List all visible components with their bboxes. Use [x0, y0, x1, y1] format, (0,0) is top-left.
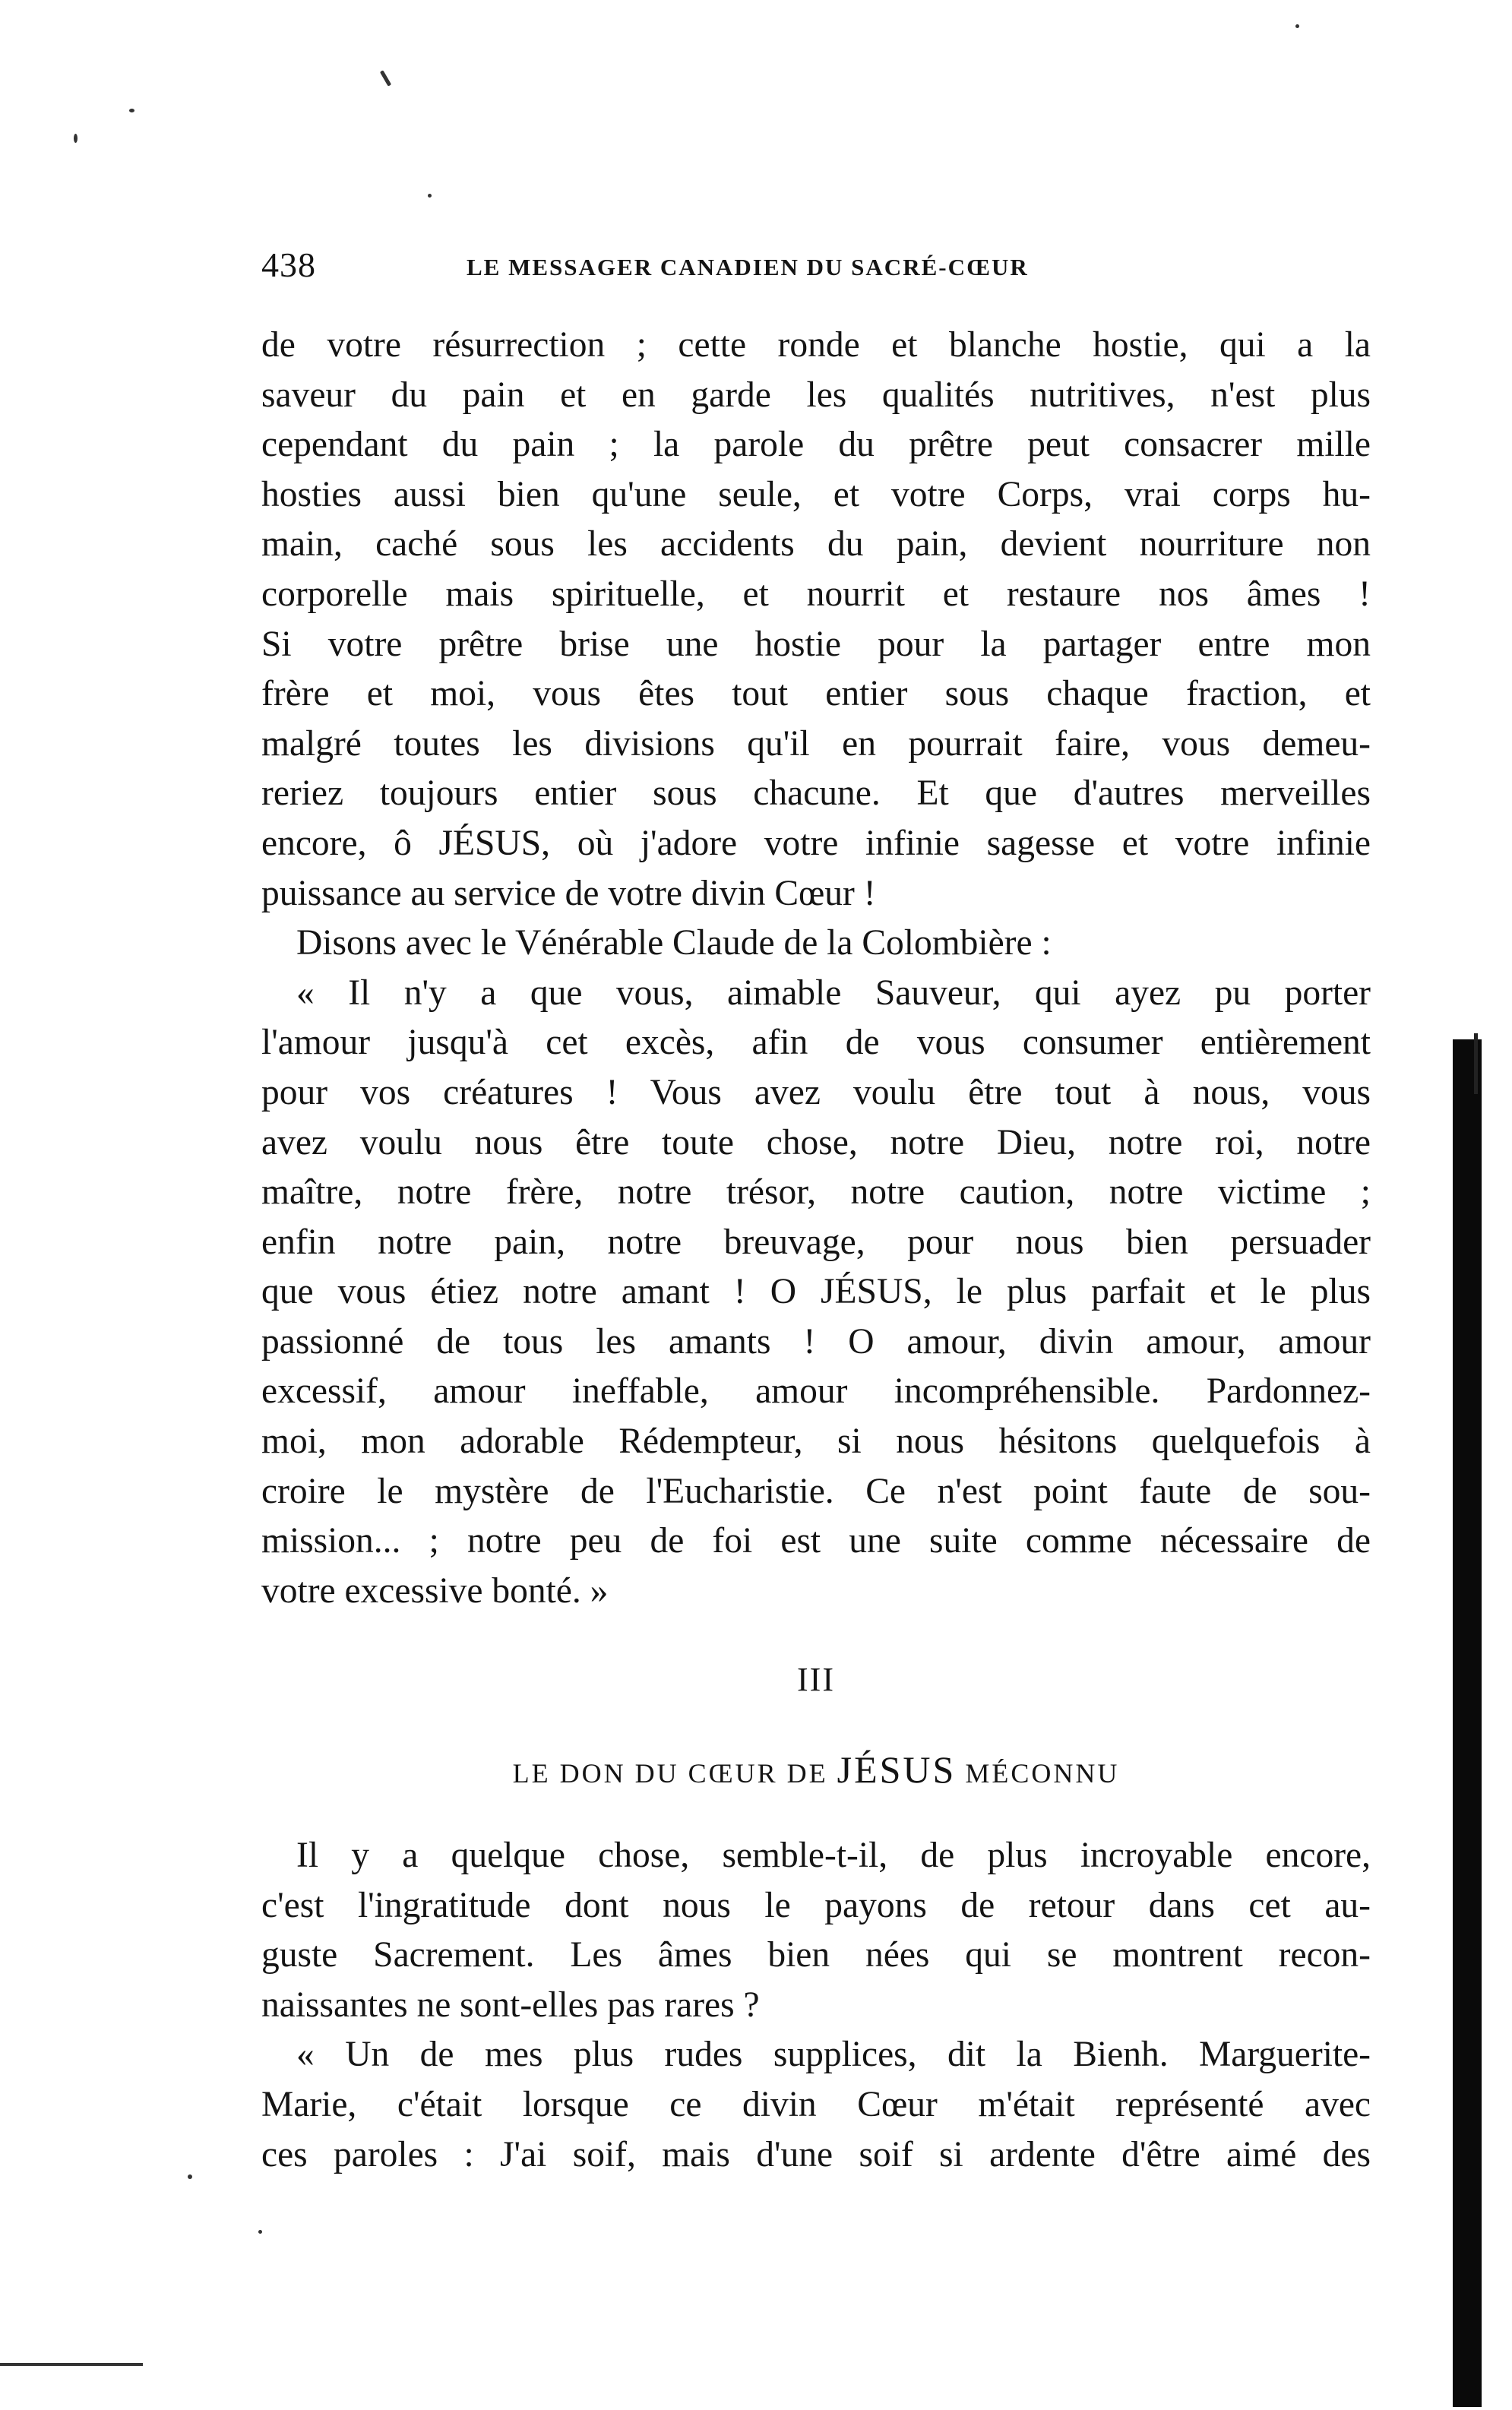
text-line: Disons avec le Vénérable Claude de la Colombière :: [296, 923, 1052, 963]
text-line: reriez toujours entier sous chacune. Et que d'autres merveilles: [261, 773, 1371, 814]
text-line: puissance au service de votre divin Cœur !: [261, 873, 876, 913]
text-line: encore, ô JÉSUS, où j'adore votre infinie sagesse et votre infinie: [261, 823, 1371, 863]
text-line: l'amour jusqu'à cet excès, afin de vous consumer entièrement: [261, 1023, 1371, 1063]
scan-margin-edge: [1474, 1033, 1478, 1094]
page-header: [261, 245, 1378, 290]
text-line: moi, mon adorable Rédempteur, si nous hésitons quelquefois à: [261, 1422, 1371, 1462]
text-line: « Un de mes plus rudes supplices, dit la Bienh. Marguerite-: [296, 2035, 1371, 2075]
paragraph-5: [261, 2030, 1371, 2180]
text-line: maître, notre frère, notre trésor, notre caution, notre victime ;: [261, 1172, 1371, 1213]
text-line: malgré toutes les divisions qu'il en pourrait faire, vous demeu-: [261, 723, 1371, 764]
text-line: excessif, amour ineffable, amour incompréhensible. Pardonnez-: [261, 1371, 1371, 1412]
text-line: croire le mystère de l'Eucharistie. Ce n'est point faute de sou-: [261, 1471, 1371, 1511]
paragraph-4: [261, 1831, 1371, 2030]
text-line: « Il n'y a que vous, aimable Sauveur, qui ayez pu porter: [296, 973, 1371, 1013]
text-line: Marie, c'était lorsque ce divin Cœur m'était représenté avec: [261, 2084, 1371, 2124]
text-line: passionné de tous les amants ! O amour, divin amour, amour: [261, 1321, 1371, 1362]
section-title-suffix: MÉCONNU: [956, 1758, 1120, 1789]
text-line: avez voulu nous être toute chose, notre Dieu, notre roi, notre: [261, 1122, 1371, 1162]
text-line: que vous étiez notre amant ! O JÉSUS, le plus parfait et le plus: [261, 1272, 1371, 1312]
scan-speck: [74, 134, 77, 143]
section-title-jesus: JÉSUS: [837, 1748, 957, 1791]
text-line: pour vos créatures ! Vous avez voulu être tout à nous, vous: [261, 1072, 1371, 1112]
text-line: votre excessive bonté. »: [261, 1570, 609, 1611]
body-text-top: [261, 321, 1371, 1616]
text-line: c'est l'ingratitude dont nous le payons de retour dans cet au-: [261, 1885, 1371, 1925]
scan-speck: [258, 2230, 262, 2234]
text-line: cependant du pain ; la parole du prêtre peut consacrer mille: [261, 425, 1371, 465]
scan-speck: [1295, 24, 1299, 28]
section-number: III: [797, 1661, 835, 1698]
text-line: naissantes ne sont-elles pas rares ?: [261, 1985, 760, 2025]
text-line: guste Sacrement. Les âmes bien nées qui se montrent recon-: [261, 1935, 1371, 1975]
body-text-bottom: [261, 1831, 1371, 2180]
scan-speck: [129, 109, 134, 112]
text-line: Si votre prêtre brise une hostie pour la partager entre mon: [261, 624, 1371, 664]
running-title: LE MESSAGER CANADIEN DU SACRÉ-CŒUR: [467, 254, 1029, 280]
text-line: enfin notre pain, notre breuvage, pour nous bien persuader: [261, 1222, 1371, 1262]
text-line: hosties aussi bien qu'une seule, et votre Corps, vrai corps hu-: [261, 474, 1371, 514]
text-line: saveur du pain et en garde les qualités nutritives, n'est plus: [261, 375, 1371, 415]
paragraph-2: [261, 919, 1371, 969]
scan-speck: [428, 194, 432, 198]
scan-bottom-rule: [0, 2363, 143, 2366]
text-line: corporelle mais spirituelle, et nourrit et restaure nos âmes !: [261, 574, 1371, 614]
text-line: de votre résurrection ; cette ronde et blanche hostie, qui a la: [261, 325, 1371, 365]
page-number: 438: [261, 245, 316, 284]
text-line: ces paroles : J'ai soif, mais d'une soif si ardente d'être aimé des: [261, 2134, 1371, 2174]
text-line: mission... ; notre peu de foi est une suite comme nécessaire de: [261, 1521, 1371, 1561]
scan-speck: [188, 2174, 192, 2179]
paragraph-3-quote: [261, 969, 1371, 1617]
section-title-prefix: LE DON DU CŒUR DE: [512, 1758, 837, 1789]
paragraph-1: [261, 321, 1371, 919]
text-line: Il y a quelque chose, semble-t-il, de plus incroyable encore,: [296, 1836, 1371, 1875]
text-line: frère et moi, vous êtes tout entier sous chaque fraction, et: [261, 674, 1371, 714]
section-title: [261, 1747, 1371, 1792]
scan-margin-shadow: [1453, 1039, 1482, 2407]
scan-speck: [380, 70, 391, 87]
text-line: main, caché sous les accidents du pain, devient nourriture non: [261, 524, 1371, 565]
